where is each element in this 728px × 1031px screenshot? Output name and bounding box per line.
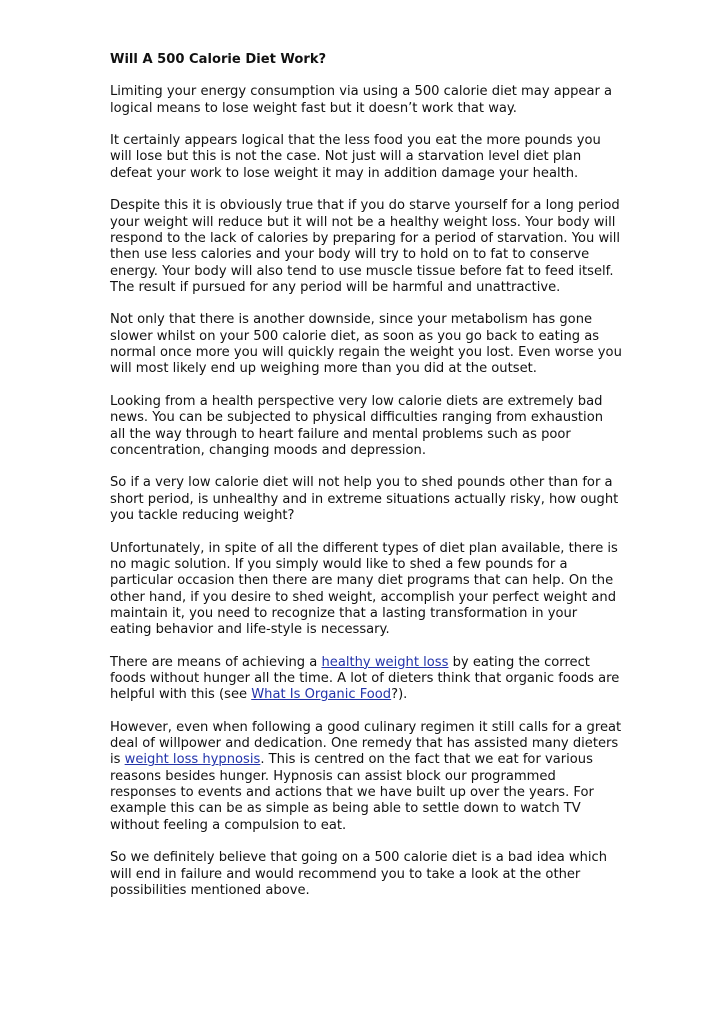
paragraph-8 (110, 655, 622, 704)
paragraph-9-text-2: . This is centred on the fact that we eat for various reasons besides hunger. Hypnosis can assist block our programmed responses to events and actions that we have built up over the years. For example this can be as simple as being able to settle down to watch TV without feeling a compulsion to eat. (110, 752, 594, 833)
paragraph-10: So we definitely believe that going on a 500 calorie diet is a bad idea which will end in failure and would recommend you to take a look at the other possibilities mentioned above. (110, 850, 608, 898)
paragraph-8-text-1: There are means of achieving a (110, 654, 322, 670)
paragraph-2: It certainly appears logical that the less food you eat the more pounds you will lose but this is not the case. Not just will a starvation level diet plan defeat your work to lose weight it may in addition damage your health. (110, 133, 601, 181)
weight-loss-hypnosis-link[interactable]: weight loss hypnosis (124, 752, 261, 768)
healthy-weight-loss-link[interactable]: healthy weight loss (321, 654, 449, 670)
document-page (110, 52, 622, 915)
organic-food-link[interactable]: What Is Organic Food (251, 687, 392, 703)
paragraph-6: So if a very low calorie diet will not help you to shed pounds other than for a short period, is unhealthy and in extreme situations actually risky, how ought you tackle reducing weight? (110, 475, 619, 524)
document-title: Will A 500 Calorie Diet Work? (110, 52, 327, 67)
paragraph-9-text-1: However, even when following a good culinary regimen it still calls for a great deal of willpower and dedication. One remedy that has assisted many dieters is (110, 719, 622, 768)
paragraph-8-text-2: by eating the correct foods without hunger all the time. A lot of dieters think that organic foods are helpful with this (see (110, 654, 620, 703)
paragraph-4: Not only that there is another downside, since your metabolism has gone slower whilst on your 500 calorie diet, as soon as you go back to eating as normal once more you will quickly regain the weight you lost. Even worse you will most likely end up weighing more than you did at the outset. (110, 312, 622, 377)
paragraph-9 (110, 720, 622, 834)
paragraph-5: Looking from a health perspective very low calorie diets are extremely bad news. You can be subjected to physical difficulties ranging from exhaustion all the way through to heart failure and mental problems such as poor concentration, changing moods and depression. (110, 393, 604, 458)
paragraph-8-text-3: ?). (391, 687, 408, 703)
paragraph-1: Limiting your energy consumption via using a 500 calorie diet may appear a logical means to lose weight fast but it doesn’t work that way. (110, 84, 613, 116)
paragraph-7: Unfortunately, in spite of all the different types of diet plan available, there is no magic solution. If you simply would like to shed a few pounds for a particular occasion then there are many diet programs that can help. On the other hand, if you desire to shed weight, accomplish your perfect weight and maintain it, you need to recognize that a lasting transformation in your eating behavior and life-style is necessary. (110, 540, 618, 638)
paragraph-3: Despite this it is obviously true that if you do starve yourself for a long period your weight will reduce but it will not be a healthy weight loss. Your body will respond to the lack of calories by preparing for a period of starvation. You will then use less calories and your body will try to hold on to fat to conserve energy. Your body will also tend to use muscle tissue before fat to feed itself. The result if pursued for any period will be harmful and unattractive. (110, 198, 621, 295)
